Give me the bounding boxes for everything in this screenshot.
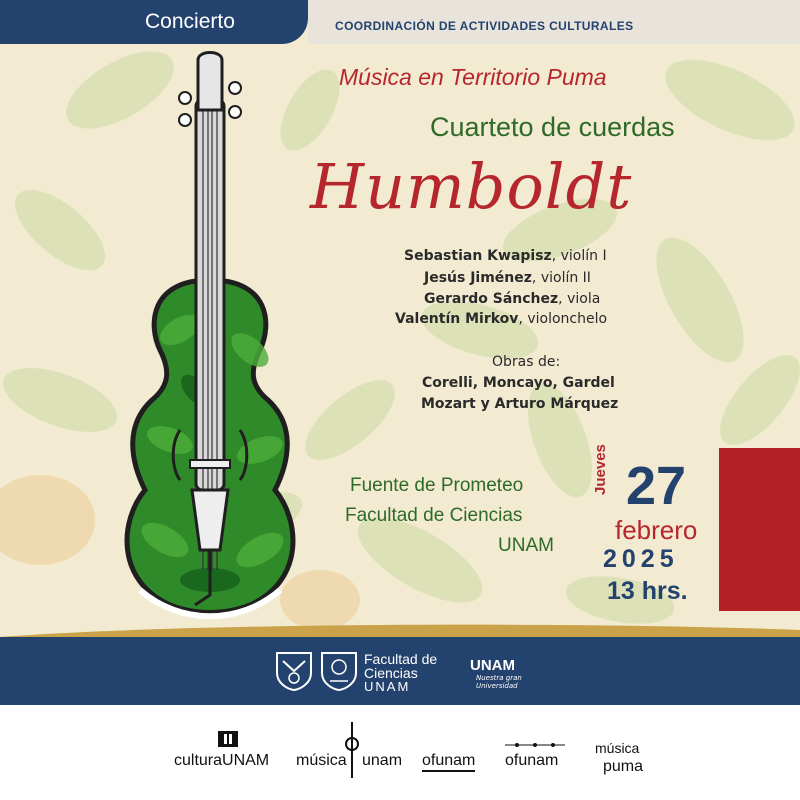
works-heading: Obras de: — [492, 354, 561, 370]
header-bar — [308, 0, 800, 44]
musica-puma-line-2: puma — [603, 758, 644, 775]
year: 2025 — [603, 545, 679, 573]
series-title: Música en Territorio Puma — [339, 64, 607, 90]
venue-line-1: Fuente de Prometeo — [350, 475, 524, 496]
musica-puma-line-1: música — [595, 740, 640, 756]
venue-line-3: UNAM — [498, 535, 554, 556]
musica-logo-text: música — [296, 752, 347, 769]
works-line-1: Corelli, Moncayo, Gardel — [422, 375, 615, 391]
ofunam-logo-1: ofunam — [422, 752, 475, 772]
cultura-unam-logo: culturaUNAM — [174, 752, 270, 769]
unam-shield-icon — [275, 651, 313, 691]
slogan-line-1: Nuestra gran — [476, 674, 522, 682]
month: febrero — [615, 515, 698, 545]
faculty-line-3: UNAM — [364, 679, 411, 694]
works-line-2: Mozart y Arturo Márquez — [421, 396, 619, 412]
member-4 — [395, 311, 607, 327]
cultura-icon — [217, 730, 239, 748]
faculty-line-1: Facultad de — [364, 651, 438, 667]
faculty-shield-icon — [320, 651, 358, 691]
faculty-line-2: Ciencias — [364, 665, 418, 681]
member-1 — [404, 248, 607, 264]
member-2 — [424, 270, 591, 286]
member-role: , violín I — [551, 248, 607, 264]
concert-label: Concierto — [145, 10, 235, 33]
header-tab — [0, 0, 308, 44]
weekday: Jueves — [592, 444, 609, 495]
member-name: Gerardo Sánchez — [424, 291, 559, 307]
red-accent-block — [719, 448, 800, 611]
time: 13 hrs. — [607, 577, 688, 605]
member-role: , viola — [558, 291, 601, 307]
gold-wave — [0, 622, 800, 637]
member-name: Jesús Jiménez — [424, 270, 532, 286]
slogan-line-2: Universidad — [476, 682, 518, 690]
unam-wordmark: UNAM — [470, 657, 515, 674]
venue-line-2: Facultad de Ciencias — [345, 505, 523, 526]
day: 27 — [626, 456, 687, 516]
institution-band — [0, 637, 800, 705]
member-name: Sebastian Kwapisz — [404, 248, 552, 264]
member-role: , violonchelo — [518, 311, 608, 327]
member-name: Valentín Mirkov — [395, 311, 519, 327]
ofunam-logo-2: ofunam — [505, 752, 559, 769]
coordination-label: COORDINACIÓN DE ACTIVIDADES CULTURALES — [335, 19, 634, 33]
violin-illustration — [110, 50, 310, 620]
unam-logo-text: unam — [362, 752, 403, 769]
faculty-logo-text — [364, 652, 437, 694]
ensemble-type: Cuarteto de cuerdas — [430, 112, 675, 142]
member-3 — [424, 291, 600, 307]
unam-slogan — [476, 674, 522, 690]
ensemble-name: Humboldt — [310, 150, 633, 223]
ofunam-staff-icon — [505, 740, 565, 750]
member-role: , violín II — [531, 270, 591, 286]
